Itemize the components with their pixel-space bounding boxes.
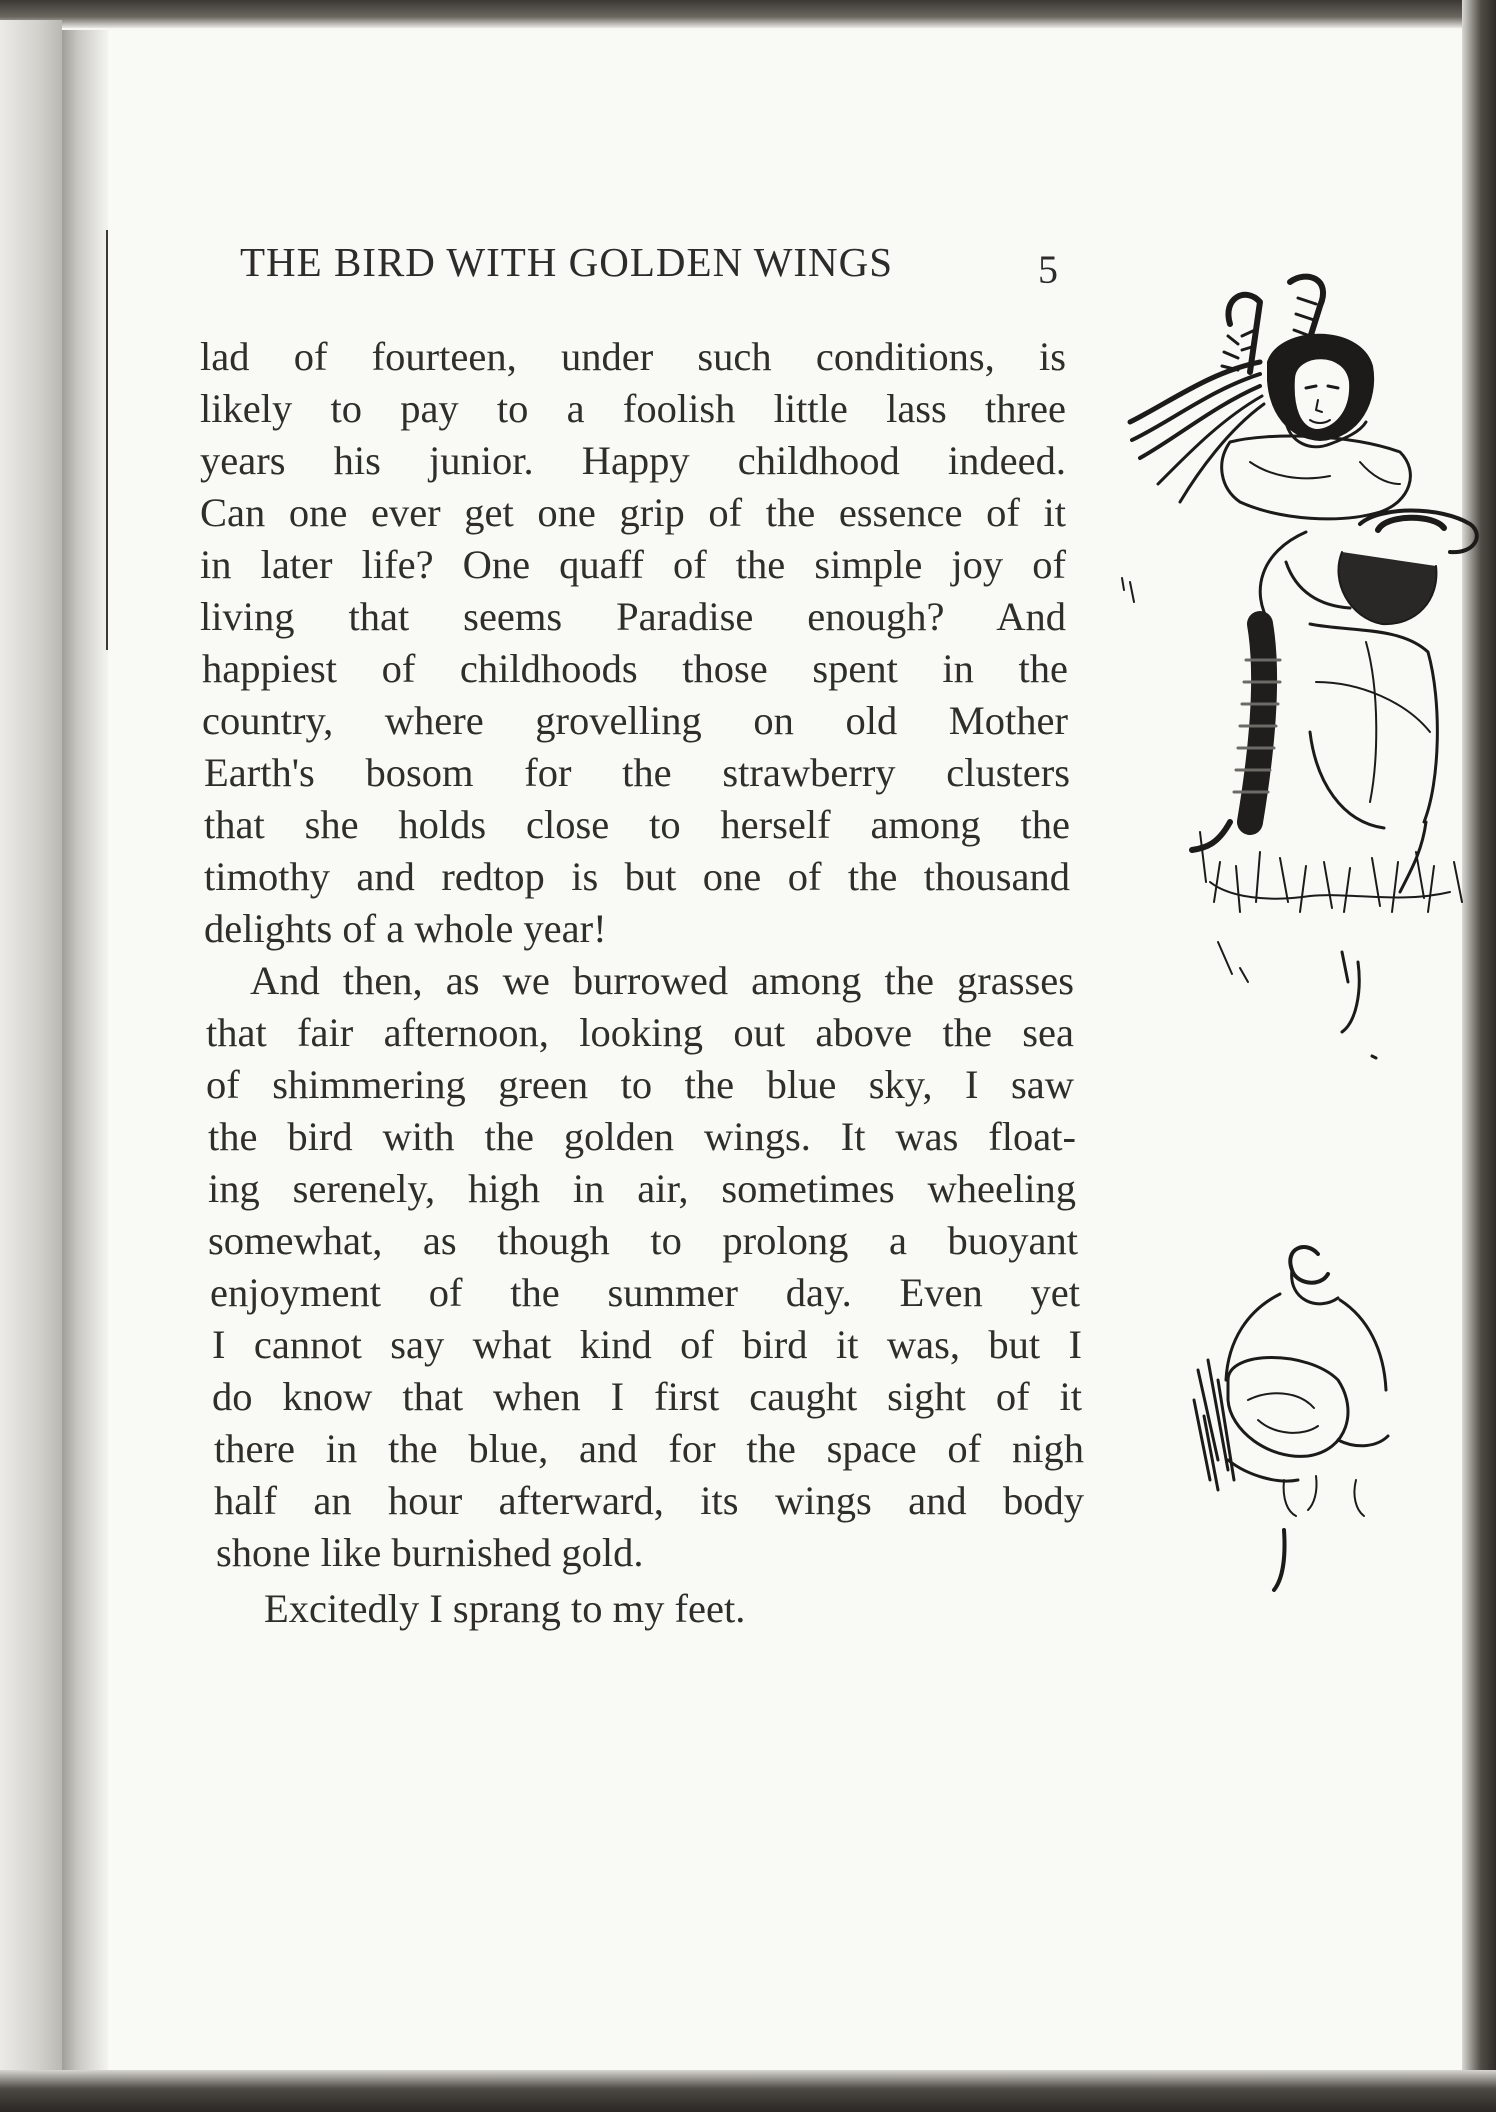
top-cover-edge: [0, 0, 1496, 28]
text-line: enjoyment of the summer day. Even yet: [210, 1270, 1080, 1315]
text-line: shone like burnished gold.: [216, 1530, 644, 1575]
girl-and-boy-in-grass-illustration: [1110, 262, 1490, 1082]
text-line: that she holds close to herself among the: [204, 802, 1070, 847]
text-line: there in the blue, and for the space of nigh: [214, 1426, 1084, 1471]
text-line: And then, as we burrowed among the grasses: [250, 958, 1074, 1003]
text-line: years his junior. Happy childhood indeed.: [200, 438, 1066, 483]
text-line: Excitedly I sprang to my feet.: [264, 1586, 746, 1631]
text-line: ing serenely, high in air, sometimes wheeling: [208, 1166, 1076, 1211]
text-line: living that seems Paradise enough? And: [200, 594, 1066, 639]
bottom-cover-edge: [0, 2070, 1496, 2112]
text-line: of shimmering green to the blue sky, I saw: [206, 1062, 1074, 1107]
text-line: lad of fourteen, under such conditions, is: [200, 334, 1066, 379]
page-number: 5: [1038, 247, 1058, 292]
book-gutter: [62, 30, 108, 2070]
text-line: happiest of childhoods those spent in the: [202, 646, 1068, 691]
text-line: likely to pay to a foolish little lass three: [200, 386, 1066, 431]
text-line: do know that when I first caught sight of it: [212, 1374, 1082, 1419]
text-line: somewhat, as though to prolong a buoyant: [208, 1218, 1078, 1263]
text-line: that fair afternoon, looking out above the sea: [206, 1010, 1074, 1055]
text-line: half an hour afterward, its wings and body: [214, 1478, 1084, 1523]
text-line: delights of a whole year!: [204, 906, 607, 951]
text-line: Can one ever get one grip of the essence of it: [200, 490, 1066, 535]
running-head: [240, 238, 1060, 298]
text-line: Earth's bosom for the strawberry clusters: [204, 750, 1070, 795]
left-page-board: [0, 20, 62, 2080]
text-line: in later life? One quaff of the simple joy of: [200, 542, 1066, 587]
running-head-title: THE BIRD WITH GOLDEN WINGS: [240, 239, 894, 285]
text-line: I cannot say what kind of bird it was, but I: [212, 1322, 1082, 1367]
text-line: timothy and redtop is but one of the thousand: [204, 854, 1070, 899]
text-line: country, where grovelling on old Mother: [202, 698, 1068, 743]
small-figure-in-grass-illustration: [1188, 1240, 1418, 1610]
text-line: the bird with the golden wings. It was float-: [208, 1114, 1076, 1159]
